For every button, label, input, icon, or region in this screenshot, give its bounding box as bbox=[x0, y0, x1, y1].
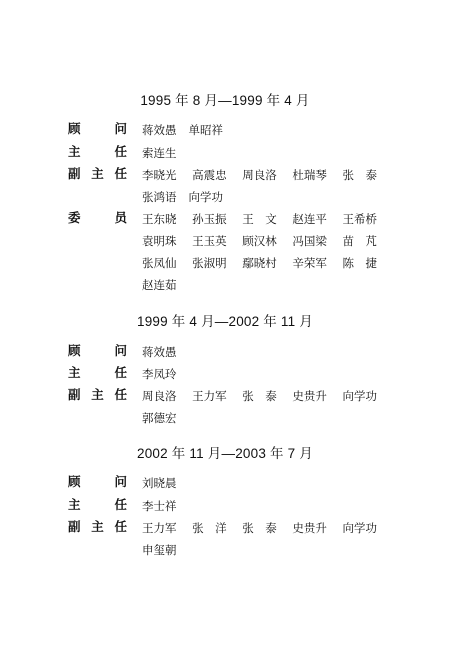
role-label-director: 主 任 bbox=[68, 144, 127, 159]
advisor-names bbox=[142, 344, 377, 366]
person-name: 顾汉林 bbox=[242, 234, 277, 248]
person-name: 张 洋 bbox=[192, 521, 227, 535]
person-name: 孙玉振 bbox=[192, 212, 227, 226]
person-name: 张 泰 bbox=[342, 168, 377, 182]
person-name: 赵连平 bbox=[292, 212, 327, 226]
role-label-advisor: 顾 问 bbox=[68, 121, 127, 136]
person-name: 张淑明 bbox=[192, 256, 227, 270]
person-name: 史贵升 bbox=[292, 521, 327, 535]
person-name: 郭德宏 bbox=[142, 411, 177, 425]
role-label-director: 主 任 bbox=[68, 365, 127, 380]
deputy-director-names bbox=[142, 520, 377, 564]
person-name: 李士祥 bbox=[142, 499, 177, 513]
role-label-advisor: 顾 问 bbox=[68, 343, 127, 358]
person-name: 辛荣军 bbox=[292, 256, 327, 270]
person-name: 张 泰 bbox=[242, 389, 277, 403]
person-name: 李凤玲 bbox=[142, 367, 177, 381]
period-heading: 2002 年 11 月—2003 年 7 月 bbox=[137, 446, 313, 461]
person-name: 赵连茹 bbox=[142, 278, 177, 292]
advisor-names bbox=[142, 475, 377, 497]
person-name: 王玉英 bbox=[192, 234, 227, 248]
period-heading: 1999 年 4 月—2002 年 11 月 bbox=[137, 314, 313, 329]
role-label-member: 委 员 bbox=[68, 210, 127, 225]
period-heading: 1995 年 8 月—1999 年 4 月 bbox=[140, 93, 310, 108]
role-label-deputy-director: 副 主 任 bbox=[68, 166, 127, 181]
person-name: 张 泰 bbox=[242, 521, 277, 535]
person-name: 王东晓 bbox=[142, 212, 177, 226]
person-name: 李晓光 bbox=[142, 168, 177, 182]
person-name: 苗 芃 bbox=[342, 234, 377, 248]
person-name: 杜瑞琴 bbox=[292, 168, 327, 182]
director-names bbox=[142, 366, 377, 388]
person-name: 王力军 bbox=[142, 521, 177, 535]
role-label-deputy-director: 副 主 任 bbox=[68, 519, 127, 534]
director-names bbox=[142, 498, 377, 520]
person-name: 周良洛 bbox=[142, 389, 177, 403]
person-name: 蒋效愚 bbox=[142, 123, 177, 137]
person-name: 高震忠 bbox=[192, 168, 227, 182]
advisor-names bbox=[142, 122, 377, 144]
person-name: 冯国梁 bbox=[292, 234, 327, 248]
person-name: 陈 捷 bbox=[342, 256, 377, 270]
role-label-advisor: 顾 问 bbox=[68, 474, 127, 489]
person-name: 袁明珠 bbox=[142, 234, 177, 248]
deputy-director-names bbox=[142, 167, 377, 211]
person-name: 刘晓晨 bbox=[142, 476, 177, 490]
person-name: 单昭祥 bbox=[188, 123, 223, 137]
person-name: 向学功 bbox=[188, 190, 223, 204]
person-name: 周良洛 bbox=[242, 168, 277, 182]
person-name: 鄢晓村 bbox=[242, 256, 277, 270]
person-name: 向学功 bbox=[342, 521, 377, 535]
member-names bbox=[142, 211, 377, 299]
person-name: 王 文 bbox=[242, 212, 277, 226]
person-name: 张凤仙 bbox=[142, 256, 177, 270]
person-name: 索连生 bbox=[142, 146, 177, 160]
person-name: 王力军 bbox=[192, 389, 227, 403]
role-label-director: 主 任 bbox=[68, 497, 127, 512]
person-name: 蒋效愚 bbox=[142, 345, 177, 359]
person-name: 申玺朝 bbox=[142, 543, 177, 557]
person-name: 张鸿语 bbox=[142, 190, 177, 204]
deputy-director-names bbox=[142, 388, 377, 432]
person-name: 王希桥 bbox=[342, 212, 377, 226]
role-label-deputy-director: 副 主 任 bbox=[68, 387, 127, 402]
person-name: 史贵升 bbox=[292, 389, 327, 403]
person-name: 向学功 bbox=[342, 389, 377, 403]
director-names bbox=[142, 145, 377, 167]
